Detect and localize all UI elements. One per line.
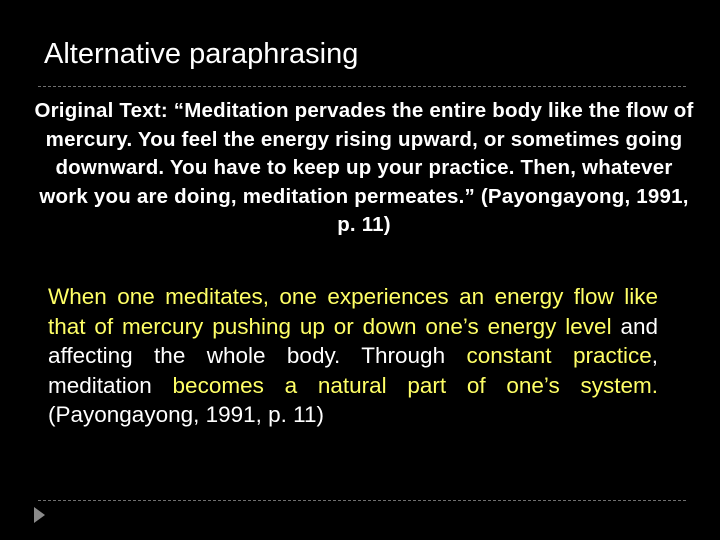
top-divider: [38, 86, 686, 87]
paraphrase-text-2: , meditation: [48, 343, 658, 398]
paraphrase-text-1: and affecting the whole body. Through: [48, 313, 658, 368]
triangle-right-icon[interactable]: [34, 507, 45, 523]
paraphrase-highlight-2: constant practice: [466, 343, 652, 368]
slide-title: Alternative paraphrasing: [44, 38, 359, 70]
paraphrase-highlight-3: becomes a natural part of one’s system.: [172, 372, 658, 398]
paraphrase-citation: (Payongayong, 1991, p. 11): [48, 402, 325, 427]
paraphrase-paragraph: [48, 282, 658, 430]
original-text: Original Text: “Meditation pervades the entire body like the flow of mercury. You feel the energy rising upward, or sometimes going downward. You have to keep up your practice. Then, whatever work you are doing, meditation permeates.” (Payongayong, 1991, p. 11): [34, 99, 694, 236]
bottom-divider: [38, 500, 686, 501]
paraphrase-highlight-1: When one meditates, one experiences an energy flow like that of mercury pushing up or down one’s energy level: [48, 284, 658, 339]
